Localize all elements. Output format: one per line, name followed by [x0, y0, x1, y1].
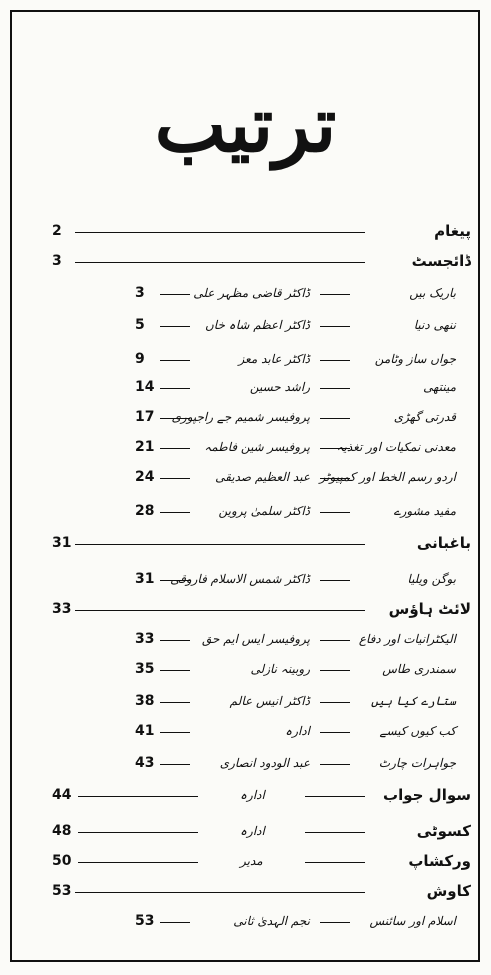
- entry-title: معدنی نمکیات اور تغذیہ: [336, 440, 456, 454]
- entry-page-number: 3: [135, 285, 145, 301]
- entry-page-number: 5: [135, 317, 145, 333]
- entry-page-number: 14: [135, 379, 155, 395]
- entry-author: ڈاکٹر سلمیٰ پروین: [218, 504, 310, 518]
- toc-entry[interactable]: [0, 566, 491, 592]
- section-row[interactable]: [0, 848, 491, 874]
- leader-line: [160, 388, 190, 389]
- section-title: باغبانی: [416, 534, 471, 552]
- section-page-number: 44: [52, 787, 72, 803]
- section-title: سوال جواب: [383, 786, 471, 804]
- toc-entry[interactable]: [0, 718, 491, 744]
- entry-author: پروفیسر شمیم جے راجپوری: [171, 410, 310, 424]
- entry-page-number: 53: [135, 913, 155, 929]
- section-row[interactable]: [0, 596, 491, 622]
- leader-dash: [305, 832, 365, 833]
- leader-line: [160, 294, 190, 295]
- section-page-number: 3: [52, 253, 62, 269]
- entry-title: ننھی دنیا: [413, 318, 456, 332]
- entry-author: نجم الہدیٰ ثانی: [233, 914, 310, 928]
- leader-line: [160, 478, 190, 479]
- entry-author: روبینہ نازلی: [250, 662, 310, 676]
- leader-dash: [320, 764, 350, 765]
- entry-title: جواں ساز وٹامن: [374, 352, 456, 366]
- toc-entry[interactable]: [0, 312, 491, 338]
- section-title: ڈائجسٹ: [411, 252, 471, 270]
- section-title: کاوش: [426, 882, 471, 900]
- section-row[interactable]: [0, 248, 491, 274]
- entry-title: مینتھی: [423, 380, 456, 394]
- entry-author: عبد العظیم صدیقی: [215, 470, 310, 484]
- toc-entry[interactable]: [0, 374, 491, 400]
- entry-page-number: 43: [135, 755, 155, 771]
- entry-page-number: 21: [135, 439, 155, 455]
- leader-dash: [305, 862, 365, 863]
- leader-dash: [320, 702, 350, 703]
- leader-dash: [320, 640, 350, 641]
- section-author: ادارہ: [240, 824, 265, 838]
- entry-title: قدرتی گھڑی: [393, 410, 456, 424]
- entry-author: ڈاکٹر عابد معز: [238, 352, 310, 366]
- leader-line: [75, 232, 365, 233]
- entry-author: ڈاکٹر انیس عالم: [229, 694, 310, 708]
- leader-line: [78, 862, 198, 863]
- section-title: ورکشاپ: [408, 852, 471, 870]
- leader-dash: [320, 294, 350, 295]
- toc-entry[interactable]: [0, 464, 491, 490]
- leader-line: [160, 448, 190, 449]
- entry-title: سمندری طاس: [382, 662, 456, 676]
- leader-line: [78, 796, 198, 797]
- leader-line: [160, 922, 190, 923]
- leader-dash: [320, 388, 350, 389]
- page-title: ترتیب: [154, 80, 337, 169]
- entry-title: کب کیوں کیسے: [379, 724, 456, 738]
- entry-page-number: 17: [135, 409, 155, 425]
- entry-page-number: 38: [135, 693, 155, 709]
- leader-dash: [320, 922, 350, 923]
- entry-page-number: 41: [135, 723, 155, 739]
- toc-entry[interactable]: [0, 626, 491, 652]
- leader-dash: [320, 360, 350, 361]
- entry-page-number: 33: [135, 631, 155, 647]
- toc-entry[interactable]: [0, 656, 491, 682]
- section-row[interactable]: [0, 878, 491, 904]
- section-row[interactable]: [0, 818, 491, 844]
- section-page-number: 48: [52, 823, 72, 839]
- entry-title: بوگن ویلیا: [407, 572, 456, 586]
- toc-entry[interactable]: [0, 346, 491, 372]
- leader-dash: [320, 326, 350, 327]
- entry-title: باریک بیں: [409, 286, 456, 300]
- leader-dash: [305, 796, 365, 797]
- leader-dash: [320, 418, 350, 419]
- leader-line: [75, 544, 365, 545]
- leader-line: [75, 262, 365, 263]
- section-row[interactable]: [0, 530, 491, 556]
- entry-author: راشد حسین: [249, 380, 310, 394]
- leader-line: [160, 640, 190, 641]
- leader-dash: [320, 512, 350, 513]
- leader-dash: [320, 580, 350, 581]
- leader-line: [160, 360, 190, 361]
- entry-title: الیکٹرانیات اور دفاع: [358, 632, 456, 646]
- entry-title: جواہرات چارٹ: [378, 756, 456, 770]
- entry-title: اسلام اور سائنس: [369, 914, 456, 928]
- entry-page-number: 24: [135, 469, 155, 485]
- entry-page-number: 9: [135, 351, 145, 367]
- toc-entry[interactable]: [0, 750, 491, 776]
- leader-line: [75, 610, 365, 611]
- section-title: لائٹ ہاؤس: [388, 600, 471, 618]
- entry-author: ڈاکٹر اعظم شاہ خاں: [204, 318, 310, 332]
- entry-author: ڈاکٹر قاضی مظہر علی: [193, 286, 310, 300]
- section-author: ادارہ: [240, 788, 265, 802]
- entry-title: ستارے کیا ہیں: [371, 694, 456, 708]
- leader-line: [78, 832, 198, 833]
- entry-title: مفید مشورے: [393, 504, 456, 518]
- section-page-number: 2: [52, 223, 62, 239]
- leader-line: [75, 892, 365, 893]
- section-page-number: 50: [52, 853, 72, 869]
- section-page-number: 31: [52, 535, 72, 551]
- section-author: مدیر: [240, 854, 263, 868]
- entry-author: عبد الودود انصاری: [219, 756, 310, 770]
- entry-page-number: 28: [135, 503, 155, 519]
- toc-entry[interactable]: [0, 434, 491, 460]
- leader-line: [160, 702, 190, 703]
- section-title: پیغام: [434, 222, 471, 240]
- entry-author: پروفیسر ایس ایم حق: [202, 632, 310, 646]
- leader-line: [160, 326, 190, 327]
- leader-line: [160, 732, 190, 733]
- section-page-number: 53: [52, 883, 72, 899]
- toc-entry[interactable]: [0, 280, 491, 306]
- entry-page-number: 31: [135, 571, 155, 587]
- entry-page-number: 35: [135, 661, 155, 677]
- toc-entry[interactable]: [0, 404, 491, 430]
- toc-entry[interactable]: [0, 688, 491, 714]
- leader-dash: [320, 670, 350, 671]
- entry-title: اردو رسم الخط اور کمپیوٹر: [319, 470, 456, 484]
- toc-entry[interactable]: [0, 498, 491, 524]
- entry-author: ڈاکٹر شمس الاسلام فاروقی: [170, 572, 310, 586]
- section-page-number: 33: [52, 601, 72, 617]
- section-title: کسوٹی: [416, 822, 471, 840]
- entry-author: پروفیسر شین فاطمہ: [204, 440, 310, 454]
- leader-dash: [320, 732, 350, 733]
- leader-line: [160, 512, 190, 513]
- leader-line: [160, 764, 190, 765]
- section-row[interactable]: [0, 782, 491, 808]
- leader-line: [160, 670, 190, 671]
- toc-entry[interactable]: [0, 908, 491, 934]
- entry-author: ادارہ: [285, 724, 310, 738]
- section-row[interactable]: [0, 218, 491, 244]
